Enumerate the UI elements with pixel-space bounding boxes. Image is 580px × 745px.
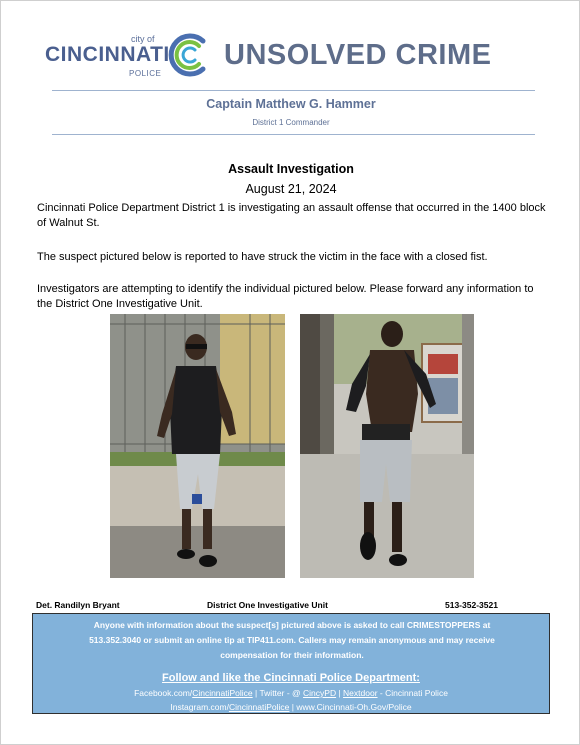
notice-line-1: Anyone with information about the suspect[s] pictured above is asked to call CRIMESTOPPERS at [93,620,491,630]
nextdoor-suffix: - Cincinnati Police [377,688,448,698]
header-divider-bottom [52,134,535,135]
investigative-unit: District One Investigative Unit [207,600,328,610]
nextdoor-link[interactable]: Nextdoor [343,688,378,698]
facebook-link[interactable]: CincinnatiPolice [192,688,253,698]
description-paragraph-1: Cincinnati Police Department District 1 is investigating an assault offense that occurred in the 1400 block of Walnut St. [37,202,546,229]
instagram-link[interactable]: CincinnatiPolice [228,702,290,712]
logo-cincinnati-text: CINCINNATI [45,43,170,66]
logo-c-mark-icon [165,31,211,79]
twitter-separator: | Twitter - @ [252,688,304,698]
suspect-photo-front [110,314,285,578]
follow-heading: Follow and like the Cincinnati Police Department: [162,672,420,684]
social-links-line-1 [33,688,549,698]
cincinnati-police-logo [45,31,210,79]
description-paragraph-2: The suspect pictured below is reported to have struck the victim in the face with a closed fist. [37,251,488,263]
crimestoppers-notice [49,618,535,663]
header-divider-top [52,90,535,91]
nextdoor-separator: | [336,688,344,698]
investigation-date: August 21, 2024 [245,182,337,196]
website-link[interactable]: www.Cincinnati-Oh.Gov/Police [296,702,412,712]
notice-line-3: compensation for their information. [220,650,364,660]
description-paragraph-3: Investigators are attempting to identify the individual pictured below. Please forward any information to the District One Investigative Unit. [37,283,534,310]
investigation-title: Assault Investigation [228,162,354,176]
logo-police-text: POLICE [129,69,162,78]
instagram-prefix: Instagram.com/ [170,702,229,712]
contact-phone: 513-352-3521 [445,600,498,610]
notice-line-2: 513.352.3040 or submit an online tip at TIP411.com. Callers may remain anonymous and may receive [89,635,495,645]
website-separator: | [289,702,297,712]
suspect-photo-rear [300,314,474,578]
logo-city-text: city of [131,34,155,44]
social-links-line-2 [33,702,549,712]
detective-name: Det. Randilyn Bryant [36,600,120,610]
captain-name: Captain Matthew G. Hammer [206,97,376,111]
facebook-prefix: Facebook.com/ [134,688,193,698]
crimestoppers-info-box [32,613,550,714]
page-title: UNSOLVED CRIME [224,39,492,71]
twitter-link[interactable]: CincyPD [303,688,337,698]
commander-title: District 1 Commander [252,118,330,127]
